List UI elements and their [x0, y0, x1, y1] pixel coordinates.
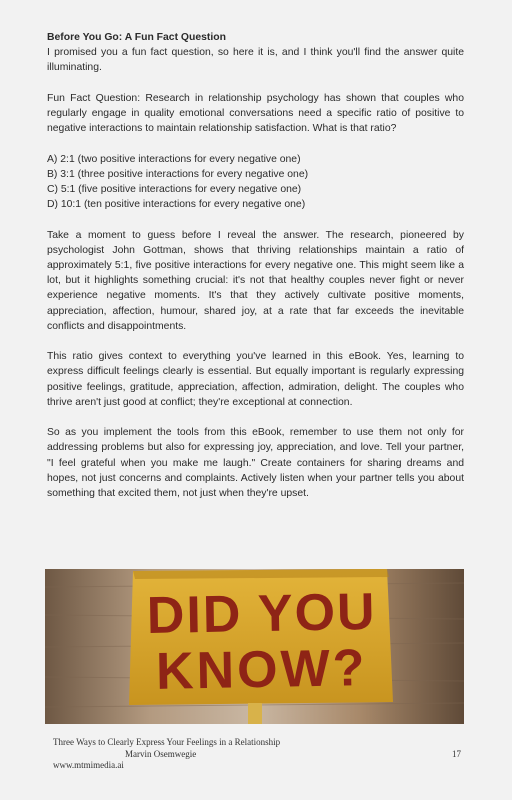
intro-paragraph: I promised you a fun fact question, so here it is, and I think you'll find the answer quite illuminating. — [47, 47, 464, 74]
page-number: 17 — [452, 749, 461, 759]
context-paragraph: This ratio gives context to everything you've learned in this eBook. Yes, learning to express difficult feelings clearly is essential. But equally important is regularly expressing positive feelings, gratitude, appreciation, affection, admiration, delight. The couples who thrive aren't just good at conflict; they're exceptional at connection. — [47, 351, 464, 408]
sign-text-line2: KNOW? — [155, 639, 368, 701]
option-d: D) 10:1 (ten positive interactions for every negative one) — [47, 199, 306, 211]
question-paragraph: Fun Fact Question: Research in relationship psychology has shown that couples who regularly engage in quality emotional conversations need a specific ratio of positive to negative interactions to maintain relationship satisfaction. What is that ratio? — [47, 92, 464, 135]
did-you-know-photo — [45, 569, 464, 724]
closing-paragraph: So as you implement the tools from this eBook, remember to use them not only for addressing problems but also for expressing joy, appreciation, and love. Tell your partner, "I feel grateful when you make me laugh." Create containers for sharing dreams and hopes, not just concerns and complaints. Actively listen when your partner tells you about something that excited them, not just when they're upset. — [47, 427, 464, 500]
footer-book-title: Three Ways to Clearly Express Your Feelings in a Relationship — [53, 737, 281, 747]
section-heading: Before You Go: A Fun Fact Question — [47, 32, 226, 43]
footer-author: Marvin Osemwegie — [125, 748, 197, 759]
answer-options — [47, 152, 464, 213]
page-footer — [53, 737, 280, 772]
did-you-know-sign-illustration — [45, 569, 464, 724]
footer-website: www.mtmimedia.ai — [53, 760, 124, 770]
page-content — [47, 30, 464, 516]
option-c: C) 5:1 (five positive interactions for every negative one) — [47, 184, 302, 195]
option-b: B) 3:1 (three positive interactions for every negative one) — [47, 168, 309, 180]
option-a: A) 2:1 (two positive interactions for every negative one) — [47, 153, 301, 165]
sign-text-line1: DID YOU — [146, 583, 378, 646]
sign-stake — [248, 703, 262, 724]
answer-paragraph: Take a moment to guess before I reveal the answer. The research, pioneered by psychologist John Gottman, shows that thriving relationships maintain a ratio of approximately 5:1, five positive interactions for every negative one. This might seem like a lot, but it highlights something crucial: it's not that healthy couples never fight or never experience negative moments. It's that they actively cultivate positive moments, appreciation, affection, humour, shared joy, at a rate that far exceeds the inevitable conflicts and disappointments. — [47, 229, 464, 332]
